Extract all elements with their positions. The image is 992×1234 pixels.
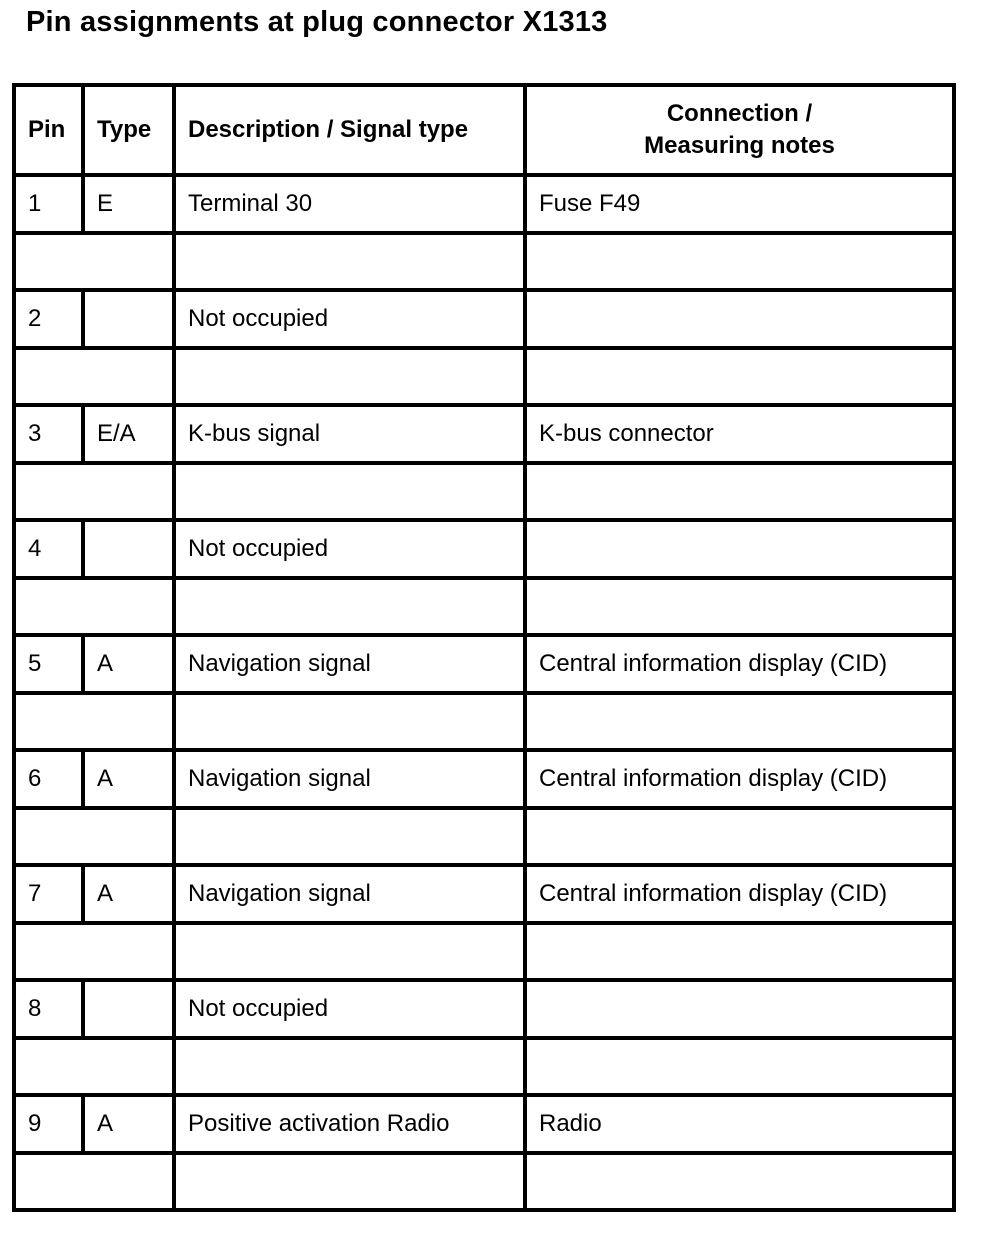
cell-connection xyxy=(525,290,954,348)
spacer-cell xyxy=(174,808,525,865)
cell-connection: Fuse F49 xyxy=(525,175,954,233)
cell-pin: 3 xyxy=(14,405,83,463)
cell-description: Navigation signal xyxy=(174,865,525,923)
cell-description: Navigation signal xyxy=(174,750,525,808)
spacer-cell xyxy=(174,693,525,750)
spacer-cell xyxy=(525,1038,954,1095)
header-connection-line1: Connection / xyxy=(666,100,813,127)
spacer-row xyxy=(14,463,954,520)
spacer-cell xyxy=(525,233,954,290)
cell-connection: Radio xyxy=(525,1095,954,1153)
cell-description: K-bus signal xyxy=(174,405,525,463)
header-connection xyxy=(525,85,954,175)
spacer-cell xyxy=(174,233,525,290)
spacer-cell xyxy=(14,578,174,635)
spacer-cell xyxy=(14,1038,174,1095)
cell-type xyxy=(83,980,174,1038)
cell-pin: 9 xyxy=(14,1095,83,1153)
spacer-row xyxy=(14,808,954,865)
spacer-cell xyxy=(174,923,525,980)
cell-connection: K-bus connector xyxy=(525,405,954,463)
spacer-cell xyxy=(525,348,954,405)
table-row xyxy=(14,865,954,923)
cell-connection: Central information display (CID) xyxy=(525,750,954,808)
spacer-cell xyxy=(174,463,525,520)
spacer-cell xyxy=(174,1038,525,1095)
table-row xyxy=(14,635,954,693)
spacer-cell xyxy=(174,1153,525,1210)
spacer-row xyxy=(14,923,954,980)
table-row xyxy=(14,290,954,348)
pin-assignment-table xyxy=(12,83,956,1212)
spacer-row xyxy=(14,1153,954,1210)
cell-type xyxy=(83,520,174,578)
spacer-row xyxy=(14,578,954,635)
spacer-cell xyxy=(14,233,174,290)
cell-connection xyxy=(525,520,954,578)
cell-type: E xyxy=(83,175,174,233)
spacer-row xyxy=(14,693,954,750)
header-connection-line2: Measuring notes xyxy=(644,132,835,159)
spacer-cell xyxy=(525,463,954,520)
cell-description: Positive activation Radio xyxy=(174,1095,525,1153)
cell-type xyxy=(83,290,174,348)
cell-pin: 4 xyxy=(14,520,83,578)
cell-pin: 8 xyxy=(14,980,83,1038)
spacer-cell xyxy=(174,348,525,405)
spacer-cell xyxy=(525,578,954,635)
spacer-cell xyxy=(525,693,954,750)
spacer-row xyxy=(14,1038,954,1095)
cell-pin: 5 xyxy=(14,635,83,693)
spacer-cell xyxy=(525,808,954,865)
cell-connection xyxy=(525,980,954,1038)
header-pin: Pin xyxy=(14,85,83,175)
table-row xyxy=(14,405,954,463)
spacer-cell xyxy=(14,923,174,980)
table-row xyxy=(14,175,954,233)
cell-pin: 2 xyxy=(14,290,83,348)
spacer-cell xyxy=(525,1153,954,1210)
header-description: Description / Signal type xyxy=(174,85,525,175)
cell-pin: 6 xyxy=(14,750,83,808)
cell-connection: Central information display (CID) xyxy=(525,635,954,693)
cell-pin: 1 xyxy=(14,175,83,233)
cell-type: A xyxy=(83,1095,174,1153)
table-row xyxy=(14,520,954,578)
spacer-cell xyxy=(14,463,174,520)
table-row xyxy=(14,750,954,808)
spacer-cell xyxy=(14,348,174,405)
spacer-cell xyxy=(14,808,174,865)
cell-description: Navigation signal xyxy=(174,635,525,693)
cell-type: A xyxy=(83,750,174,808)
cell-description: Not occupied xyxy=(174,980,525,1038)
table-row xyxy=(14,980,954,1038)
cell-description: Not occupied xyxy=(174,290,525,348)
cell-pin: 7 xyxy=(14,865,83,923)
cell-type: A xyxy=(83,865,174,923)
spacer-cell xyxy=(14,1153,174,1210)
spacer-cell xyxy=(14,693,174,750)
cell-type: E/A xyxy=(83,405,174,463)
cell-description: Not occupied xyxy=(174,520,525,578)
spacer-row xyxy=(14,233,954,290)
table-row xyxy=(14,1095,954,1153)
table-header-row xyxy=(14,85,954,175)
spacer-row xyxy=(14,348,954,405)
cell-description: Terminal 30 xyxy=(174,175,525,233)
spacer-cell xyxy=(525,923,954,980)
cell-connection: Central information display (CID) xyxy=(525,865,954,923)
cell-type: A xyxy=(83,635,174,693)
header-type: Type xyxy=(83,85,174,175)
spacer-cell xyxy=(174,578,525,635)
page-title: Pin assignments at plug connector X1313 xyxy=(26,6,608,38)
